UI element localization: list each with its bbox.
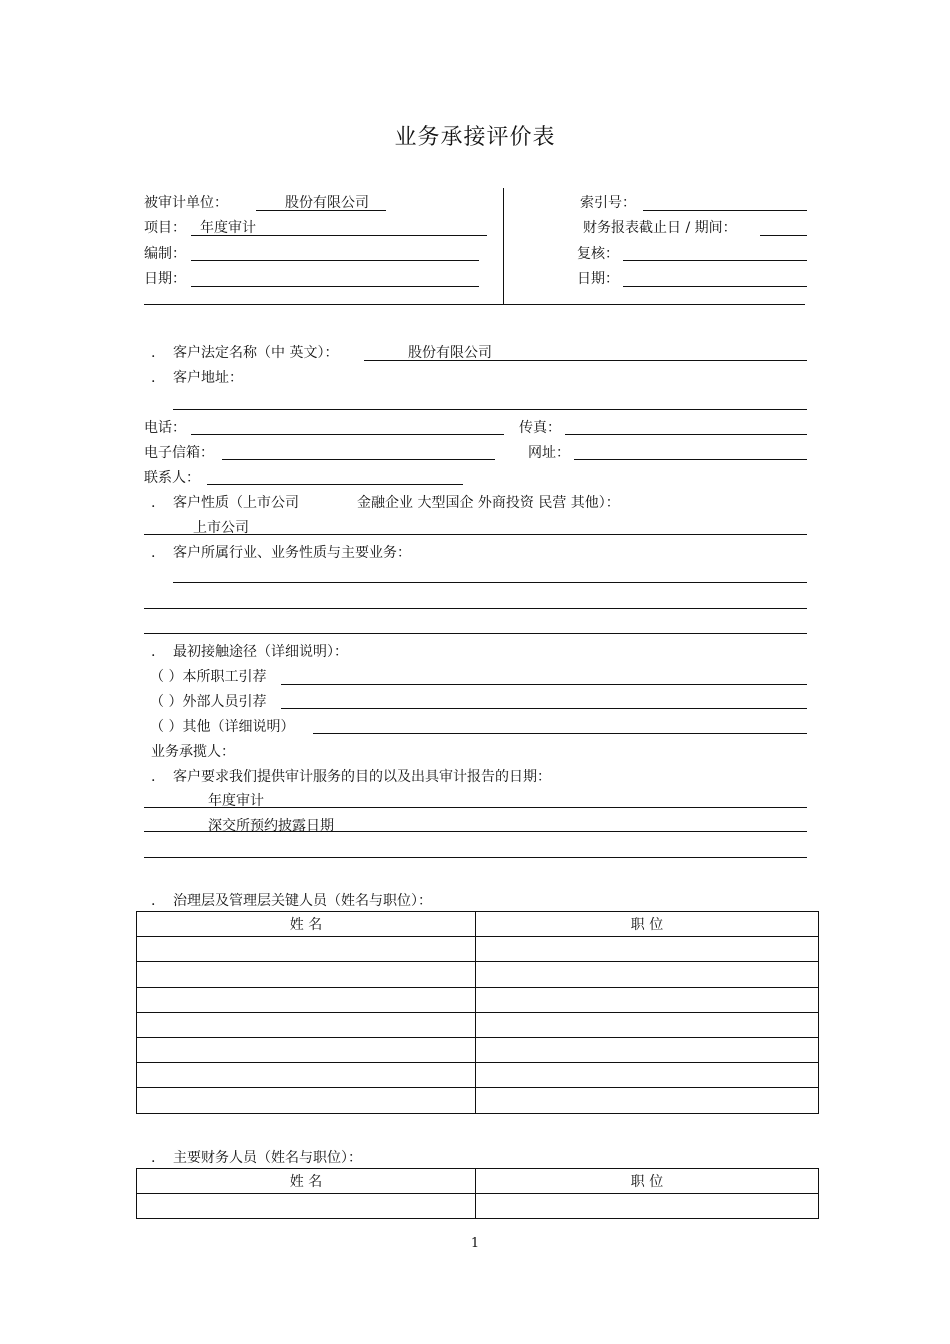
prepared-label: 编制：	[144, 246, 186, 262]
column-header-name: 姓 名	[137, 912, 476, 937]
solicitor-label: 业务承揽人：	[151, 744, 235, 760]
governance-label: 治理层及管理层关键人员（姓名与职位）：	[173, 893, 432, 909]
table-row	[137, 937, 819, 962]
finance-label: 主要财务人员（姓名与职位）：	[173, 1150, 362, 1166]
table-row	[137, 987, 819, 1012]
prepared-underline	[191, 260, 479, 261]
nature-options: 金融企业 大型国企 外商投资 民营 其他）：	[357, 495, 620, 511]
position-cell[interactable]	[476, 1037, 819, 1062]
fax-label: 传真：	[519, 420, 561, 436]
name-cell[interactable]	[137, 1012, 476, 1037]
period-label: 财务报表截止日 / 期间：	[583, 220, 737, 236]
finance-table	[136, 1168, 819, 1219]
website-label: 网址：	[528, 445, 570, 461]
header-bottom-rule	[144, 304, 805, 305]
purpose-underline-1	[144, 807, 807, 808]
table-row	[137, 1194, 819, 1219]
position-cell[interactable]	[476, 1088, 819, 1113]
review-underline	[623, 260, 807, 261]
date-underline-left	[191, 286, 479, 287]
email-label: 电子信箱：	[144, 445, 214, 461]
audited-unit-underline	[256, 210, 386, 211]
column-header-position: 职 位	[476, 912, 819, 937]
name-cell[interactable]	[137, 1194, 476, 1219]
table-row	[137, 1063, 819, 1088]
date-label-right: 日期：	[577, 271, 619, 287]
email-underline	[222, 459, 495, 460]
project-underline	[191, 235, 487, 236]
phone-label: 电话：	[144, 420, 186, 436]
bullet-legal-name: .	[151, 345, 156, 361]
table-row	[137, 1037, 819, 1062]
column-header-name: 姓 名	[137, 1169, 476, 1194]
name-cell[interactable]	[137, 1063, 476, 1088]
page-number: 1	[470, 1236, 480, 1251]
position-cell[interactable]	[476, 1012, 819, 1037]
position-cell[interactable]	[476, 1194, 819, 1219]
position-cell[interactable]	[476, 962, 819, 987]
industry-label: 客户所属行业、业务性质与主要业务：	[173, 545, 411, 561]
table-header-row	[137, 1169, 819, 1194]
project-label: 项目：	[144, 220, 186, 236]
header-divider	[503, 188, 504, 304]
audited-unit-label: 被审计单位：	[144, 195, 228, 211]
position-cell[interactable]	[476, 937, 819, 962]
table-row	[137, 1088, 819, 1113]
review-label: 复核：	[577, 246, 619, 262]
purpose-underline-3	[144, 857, 807, 858]
bullet-purpose: .	[151, 769, 156, 785]
bullet-industry: .	[151, 545, 156, 561]
fax-underline	[565, 434, 807, 435]
industry-line-2	[144, 608, 807, 609]
position-cell[interactable]	[476, 1063, 819, 1088]
purpose-underline-2	[144, 831, 807, 832]
name-cell[interactable]	[137, 937, 476, 962]
bullet-nature: .	[151, 495, 156, 511]
phone-underline	[191, 434, 504, 435]
route-title: 最初接触途径（详细说明）：	[173, 644, 348, 660]
industry-line-1	[173, 582, 807, 583]
index-label: 索引号：	[580, 195, 636, 211]
index-underline	[643, 210, 807, 211]
table-row	[137, 1012, 819, 1037]
table-row	[137, 962, 819, 987]
industry-line-3	[144, 633, 807, 634]
position-cell[interactable]	[476, 987, 819, 1012]
page-title: 业务承接评价表	[394, 125, 556, 150]
route-option-external: （ ）外部人员引荐	[150, 694, 267, 710]
table-header-row	[137, 912, 819, 937]
bullet-governance: .	[151, 893, 156, 909]
purpose-label: 客户要求我们提供审计服务的目的以及出具审计报告的日期：	[173, 769, 551, 785]
route-option-staff-line	[281, 684, 807, 685]
period-underline	[760, 235, 807, 236]
website-underline	[574, 459, 807, 460]
address-underline	[173, 409, 807, 410]
bullet-finance: .	[151, 1150, 156, 1166]
nature-label: 客户性质（上市公司	[173, 495, 299, 511]
contact-underline	[207, 484, 463, 485]
date-underline-right	[623, 286, 807, 287]
legal-name-label: 客户法定名称（中 英文）：	[173, 345, 339, 361]
purpose-line-1: 年度审计	[208, 793, 264, 809]
route-option-external-line	[281, 708, 807, 709]
governance-table	[136, 911, 819, 1114]
project-value: 年度审计	[200, 220, 256, 236]
name-cell[interactable]	[137, 1088, 476, 1113]
audited-unit-value: 股份有限公司	[285, 195, 369, 211]
date-label-left: 日期：	[144, 271, 186, 287]
nature-value: 上市公司	[193, 520, 249, 536]
bullet-route: .	[151, 644, 156, 660]
name-cell[interactable]	[137, 987, 476, 1012]
route-option-other: （ ）其他（详细说明）	[150, 719, 295, 735]
address-label: 客户地址：	[173, 370, 243, 386]
legal-name-underline	[364, 360, 807, 361]
name-cell[interactable]	[137, 962, 476, 987]
route-option-other-line	[313, 733, 807, 734]
contact-label: 联系人：	[144, 470, 200, 486]
bullet-address: .	[151, 370, 156, 386]
legal-name-value: 股份有限公司	[408, 345, 492, 361]
route-option-staff: （ ）本所职工引荐	[150, 669, 267, 685]
nature-underline	[144, 534, 807, 535]
column-header-position: 职 位	[476, 1169, 819, 1194]
name-cell[interactable]	[137, 1037, 476, 1062]
purpose-line-2: 深交所预约披露日期	[208, 818, 334, 834]
